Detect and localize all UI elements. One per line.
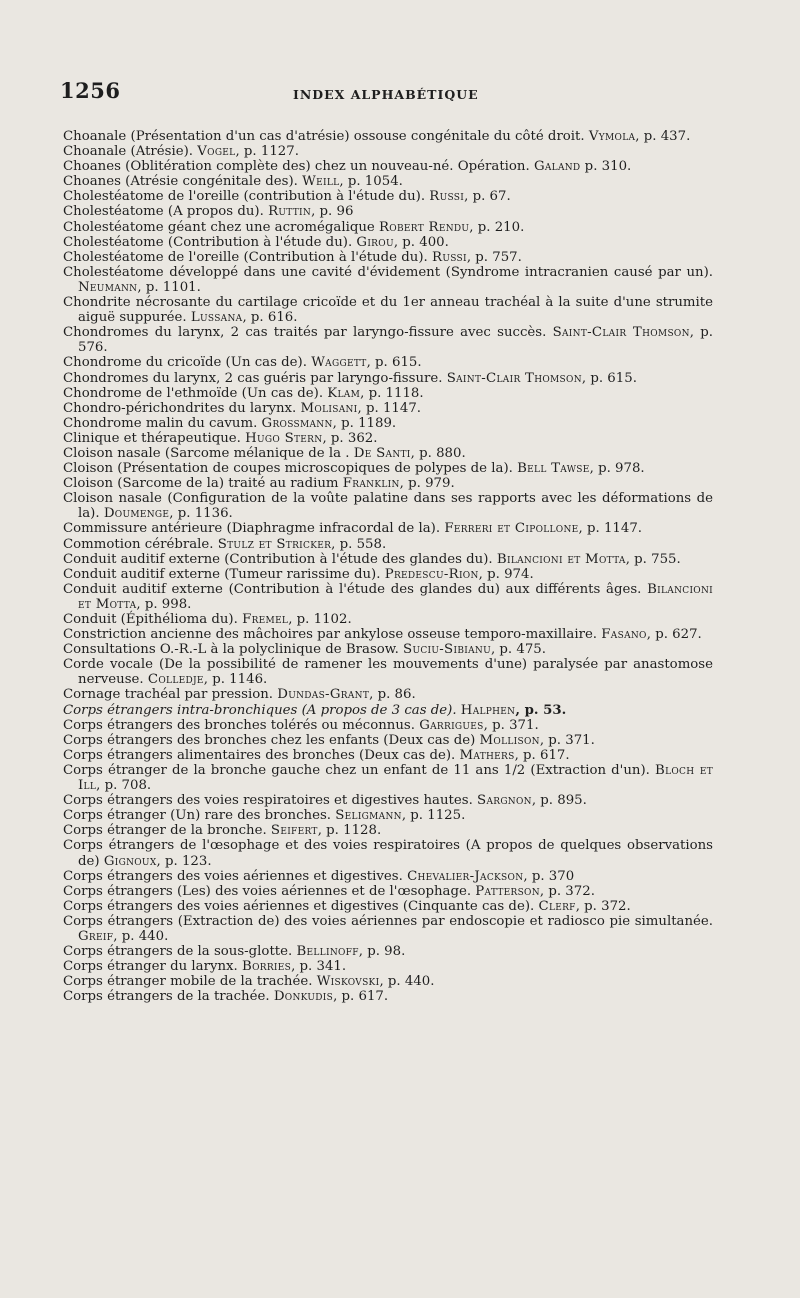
index-entry — [63, 129, 713, 144]
index-entry — [63, 325, 713, 355]
index-entry — [63, 159, 713, 174]
entry-authors: Clerf — [538, 898, 576, 914]
entry-title: Corps étrangers (Extraction de) des voies aériennes par endoscopie et radiosco pie simultanée. — [63, 913, 713, 929]
entry-page-ref: , p. 576. — [78, 325, 713, 356]
index-entry — [63, 884, 713, 899]
index-entry — [63, 703, 713, 718]
entry-title: Clinique et thérapeutique. — [63, 430, 241, 446]
index-entry — [63, 763, 713, 793]
entry-authors: Bilancioni et Motta — [496, 551, 626, 567]
entry-page-ref: , p. 440. — [379, 974, 435, 990]
entry-page-ref: , p. 1147. — [578, 521, 643, 537]
entry-page-ref: , p. 558. — [331, 536, 387, 552]
entry-page-ref: , p. 371. — [539, 732, 595, 748]
running-title: INDEX ALPHABÉTIQUE — [293, 87, 479, 102]
index-entry — [63, 914, 713, 944]
entry-title: Corps étranger du larynx. — [63, 959, 238, 975]
index-entry — [63, 174, 713, 189]
entry-page-ref: , p. 1118. — [360, 385, 424, 401]
entry-page-ref: , p. 757. — [466, 249, 522, 265]
entry-title: Conduit auditif externe (Contribution à l'étude des glandes du). — [63, 551, 493, 567]
entry-title: Cholestéatome (A propos du). — [63, 204, 264, 220]
entry-authors: Waggett — [311, 355, 367, 371]
entry-title: Corps étrangers (Les) des voies aériennes et de l'œsophage. — [63, 883, 472, 899]
entry-authors: Seifert — [270, 823, 318, 839]
index-entry — [63, 642, 713, 657]
entry-title: Choanes (Atrésie congénitale des). — [63, 174, 298, 190]
entry-authors: Sargnon — [477, 793, 532, 809]
index-entry — [63, 521, 713, 536]
entry-authors: Ruttin — [268, 204, 312, 220]
index-entry — [63, 808, 713, 823]
entry-page-ref: , p. 437. — [635, 129, 691, 144]
entry-title: Cholestéatome (Contribution à l'étude du). — [63, 234, 353, 250]
entry-authors: Fremel — [242, 612, 289, 627]
entry-authors: De Santi — [353, 445, 411, 461]
entry-authors: Bell Tawse — [517, 461, 590, 477]
entry-authors: Bilancioni et Motta — [78, 581, 714, 612]
entry-authors: Greif — [78, 928, 114, 944]
entry-title: Cholestéatome de l'oreille (Contribution à l'étude du). — [63, 249, 428, 265]
entry-authors: Robert Rendu — [379, 219, 470, 235]
index-entry — [63, 687, 713, 702]
entry-page-ref: , p. 978. — [589, 461, 645, 477]
entry-page-ref: , p. 1127. — [235, 144, 299, 160]
entry-page-ref: , p. 627. — [646, 627, 702, 643]
index-entry — [63, 823, 713, 838]
index-entry — [63, 250, 713, 265]
entry-authors: Neumann — [78, 279, 138, 295]
entry-page-ref: , p. 708. — [96, 778, 152, 794]
entry-title: Corps étrangers alimentaires des bronches (Deux cas de). — [63, 747, 456, 763]
index-entry — [63, 537, 713, 552]
entry-page-ref: , p. 615. — [581, 370, 637, 386]
entry-page-ref: , p. 98. — [358, 944, 406, 960]
entry-title: Cornage trachéal par pression. — [63, 687, 274, 703]
entry-title: Chondrome de l'ethmoïde (Un cas de). — [63, 385, 324, 401]
entry-page-ref: , p. 372. — [539, 883, 595, 899]
entry-authors: Molisani — [300, 400, 358, 416]
index-entry — [63, 627, 713, 642]
index-entry — [63, 386, 713, 401]
entry-authors: Galand — [533, 159, 581, 175]
entry-title: Choanale (Présentation d'un cas d'atrésie) ossouse congénitale du côté droit. — [63, 129, 585, 144]
entry-authors: Weill — [302, 174, 340, 190]
entry-page-ref: , p. 998. — [136, 596, 192, 612]
entry-authors: Doumenge — [103, 506, 170, 522]
entry-title: Corps étranger mobile de la trachée. — [63, 974, 313, 990]
entry-title: Cloison nasale (Configuration de la voûte palatine dans ses rapports avec les déformations de la). — [63, 491, 713, 522]
index-entry — [63, 974, 713, 989]
index-entry — [63, 235, 713, 250]
entry-authors: Halphen — [460, 702, 516, 718]
entry-page-ref: , p. 1128. — [317, 823, 382, 839]
entry-authors: Girou — [356, 234, 394, 250]
entry-page-ref: , p. 755. — [625, 551, 681, 567]
entry-authors: Chevalier-Jackson — [407, 868, 524, 884]
entry-title: Chondrome du cricoïde (Un cas de). — [63, 355, 307, 371]
index-entry — [63, 431, 713, 446]
entry-page-ref: , p. 1136. — [169, 506, 233, 522]
entry-authors: Lussana — [190, 310, 243, 326]
entry-title: Corps étrangers de la sous-glotte. — [63, 944, 293, 960]
entry-title: Choanale (Atrésie). — [63, 144, 193, 160]
entry-title: Chondromes du larynx, 2 cas traités par laryngo-fissure avec succès. — [63, 325, 547, 341]
entry-page-ref: , p. 615. — [366, 355, 422, 371]
index-entry — [63, 838, 713, 868]
entry-page-ref: , p. 616. — [242, 310, 298, 326]
entry-page-ref: , p. 372. — [575, 898, 631, 914]
entry-title: Cloison (Sarcome de la) traité au radium — [63, 476, 339, 492]
entry-authors: Wiskovski — [316, 974, 380, 990]
entry-page-ref: , p. 96 — [311, 204, 354, 220]
index-entry — [63, 416, 713, 431]
entry-authors: Gignoux — [103, 853, 157, 869]
entry-page-ref: , p. 400. — [393, 234, 449, 250]
entry-authors: Donkudis — [273, 989, 334, 1005]
entry-authors: Colledje — [147, 672, 204, 688]
entry-title: Cholestéatome de l'oreille (contribution à l'étude du). — [63, 189, 426, 205]
entry-authors: Borries — [242, 959, 292, 975]
entry-page-ref: , p. 974. — [478, 566, 534, 582]
entry-authors: Ferreri et Cipollone — [444, 521, 579, 537]
entry-page-ref: , p. 1054. — [339, 174, 403, 190]
entry-page-ref: , p. 53. — [515, 702, 567, 718]
entry-page-ref: , p. 86. — [369, 687, 416, 703]
entry-authors: Saint-Clair Thomson — [552, 325, 690, 341]
entry-title: Commissure antérieure (Diaphragme infracordal de la). — [63, 521, 441, 537]
entry-title: Corde vocale (De la possibilité de ramener les mouvements d'une) paralysée par anastomose nerveuse. — [63, 657, 713, 688]
entry-authors: Hugo Stern — [245, 430, 323, 446]
entry-page-ref: , p. 1125. — [401, 808, 466, 824]
index-entry — [63, 446, 713, 461]
entry-page-ref: , p. 1102. — [288, 612, 352, 627]
entry-page-ref: , p. 1101. — [137, 279, 201, 295]
entry-title: Corps étrangers intra-bronchiques (A propos de 3 cas de). — [63, 702, 457, 718]
entry-title: Cloison nasale (Sarcome mélanique de la . — [63, 445, 350, 461]
entry-page-ref: , p. 617. — [514, 747, 570, 763]
index-entry — [63, 355, 713, 370]
index-entry — [63, 793, 713, 808]
index-entry — [63, 220, 713, 235]
entry-title: Chondrome malin du cavum. — [63, 415, 258, 431]
entry-title: Conduit auditif externe (Contribution à l'étude des glandes du) aux différents âges. — [63, 581, 642, 597]
index-entry — [63, 144, 713, 159]
entry-authors: Fasano — [601, 627, 647, 643]
entry-page-ref: , p. 123. — [156, 853, 212, 869]
entry-title: Constriction ancienne des mâchoires par ankylose osseuse temporo-maxillaire. — [63, 627, 598, 643]
entry-authors: Stulz et Stricker — [217, 536, 332, 552]
entry-authors: Garrigues — [419, 717, 484, 733]
entry-page-ref: , p. 1147. — [357, 400, 422, 416]
entry-title: Corps étrangers des bronches tolérés ou méconnus. — [63, 717, 415, 733]
entry-page-ref: , p. 1189. — [332, 415, 397, 431]
index-entry — [63, 204, 713, 219]
entry-page-ref: , p. 895. — [531, 793, 587, 809]
page-header — [0, 78, 800, 108]
entry-authors: Suciu-Sibianu — [403, 642, 491, 658]
entry-title: Chondromes du larynx, 2 cas guéris par laryngo-fissure. — [63, 370, 443, 386]
page-number: 1256 — [60, 78, 121, 103]
entry-authors: Franklin — [342, 476, 400, 492]
index-entry — [63, 748, 713, 763]
index-entry — [63, 944, 713, 959]
entry-title: Chondrite nécrosante du cartilage cricoïde et du 1er anneau trachéal à la suite d'une strumite aiguë suppurée. — [63, 295, 713, 326]
entry-page-ref: , p. 210. — [469, 219, 525, 235]
entry-authors: Klam — [327, 385, 361, 401]
entry-authors: Bellinoff — [296, 944, 359, 960]
entry-page-ref: , p. 475. — [490, 642, 546, 658]
entry-title: Conduit (Épithélioma du). — [63, 612, 238, 627]
entry-authors: Seligmann — [335, 808, 402, 824]
index-entry — [63, 718, 713, 733]
entry-title: Corps étrangers des voies aériennes et digestives (Cinquante cas de). — [63, 898, 535, 914]
entry-authors: Mathers — [459, 747, 515, 763]
index-entry — [63, 265, 713, 295]
entry-page-ref: , p. 362. — [322, 430, 378, 446]
entry-authors: Predescu-Rion — [384, 566, 479, 582]
index-entry — [63, 189, 713, 204]
index-entry — [63, 582, 713, 612]
index-entry — [63, 295, 713, 325]
entry-page-ref: , p. 370 — [523, 868, 575, 884]
entry-authors: Grossmann — [261, 415, 333, 431]
index-entry — [63, 989, 713, 1004]
index-entry — [63, 657, 713, 687]
index-entry — [63, 567, 713, 582]
entry-title: Conduit auditif externe (Tumeur rarissime du). — [63, 566, 381, 582]
entry-page-ref: , p. 67. — [464, 189, 511, 205]
entry-authors: Vogel — [197, 144, 236, 160]
entry-title: Cholestéatome développé dans une cavité d'évidement (Syndrome intracranien causé par un). — [63, 264, 713, 280]
index-entry — [63, 869, 713, 884]
index-entry — [63, 461, 713, 476]
entry-page-ref: , p. 440. — [113, 928, 169, 944]
entry-authors: Saint-Clair Thomson — [446, 370, 582, 386]
entry-title: Corps étrangers des voies respiratoires et digestives hautes. — [63, 793, 473, 809]
entry-title: Corps étrangers de la trachée. — [63, 989, 270, 1005]
entry-title: Corps étranger (Un) rare des bronches. — [63, 808, 332, 824]
index-entries — [63, 129, 713, 1004]
entry-authors: Patterson — [475, 883, 540, 899]
entry-title: Commotion cérébrale. — [63, 536, 214, 552]
entry-authors: Vymola — [588, 129, 636, 144]
index-entry — [63, 476, 713, 491]
entry-title: Corps étrangers des voies aériennes et digestives. — [63, 868, 403, 884]
entry-page-ref: , p. 371. — [483, 717, 539, 733]
entry-page-ref: , p. 880. — [410, 445, 466, 461]
entry-page-ref: , p. 1146. — [203, 672, 268, 688]
entry-authors: Dundas-Grant — [277, 687, 370, 703]
index-entry — [63, 612, 713, 627]
index-entry — [63, 959, 713, 974]
index-entry — [63, 899, 713, 914]
entry-title: Consultations O.-R.-L à la polyclinique de Brasow. — [63, 642, 399, 658]
entry-authors: Russi — [429, 189, 465, 205]
entry-authors: Bloch et Ill — [78, 762, 714, 794]
entry-page-ref: p. 310. — [580, 159, 632, 175]
index-entry — [63, 491, 713, 521]
index-entry — [63, 733, 713, 748]
entry-title: Choanes (Oblitération complète des) chez un nouveau-né. Opération. — [63, 159, 530, 175]
entry-title: Corps étrangers de l'œsophage et des voies respiratoires (A propos de quelques observations de) — [63, 838, 713, 869]
entry-page-ref: , p. 979. — [399, 476, 455, 492]
entry-title: Cholestéatome géant chez une acromégalique — [63, 219, 375, 235]
entry-page-ref: , p. 617. — [333, 989, 389, 1005]
index-entry — [63, 371, 713, 386]
entry-title: Corps étranger de la bronche gauche chez un enfant de 11 ans 1/2 (Extraction d'un). — [63, 762, 650, 778]
entry-title: Cloison (Présentation de coupes microscopiques de polypes de la). — [63, 461, 513, 477]
entry-page-ref: , p. 341. — [291, 959, 347, 975]
entry-title: Corps étranger de la bronche. — [63, 823, 267, 839]
entry-authors: Russi — [432, 249, 467, 265]
entry-authors: Mollison — [479, 732, 540, 748]
index-entry — [63, 552, 713, 567]
entry-title: Chondro-périchondrites du larynx. — [63, 400, 297, 416]
entry-title: Corps étrangers des bronches chez les enfants (Deux cas de) — [63, 732, 476, 748]
index-entry — [63, 401, 713, 416]
